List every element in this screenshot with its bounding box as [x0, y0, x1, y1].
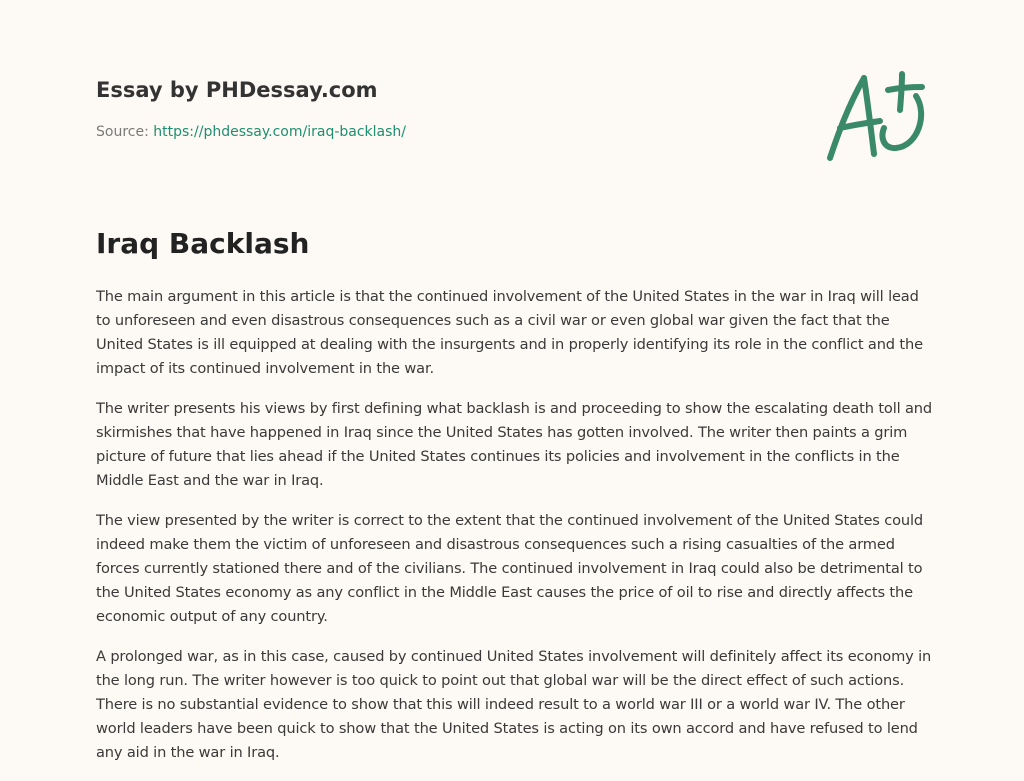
paragraph: The writer presents his views by first defining what backlash is and proceeding to show the escalating death toll and skirmishes that have happened in Iraq since the United States has gotten involved. The writer then paints a grim picture of future that lies ahead if the United States continues its policies and involvement in the conflicts in the Middle East and the war in Iraq. [96, 400, 932, 489]
paragraph: The main argument in this article is that the continued involvement of the United States in the war in Iraq will lead to unforeseen and even disastrous consequences such as a civil war or even global war given the fact that the United States is ill equipped at dealing with the insurgents and in properly identifying its role in the conflict and the impact of its continued involvement in the war. [96, 288, 923, 377]
source-label: Source: [96, 124, 149, 140]
article-body [96, 285, 934, 781]
article-title: Iraq Backlash [96, 227, 310, 260]
paragraph: A prolonged war, as in this case, caused by continued United States involvement will definitely affect its economy in the long run. The writer however is too quick to point out that global war will be the direct effect of such actions. There is no substantial evidence to show that this will indeed result to a world war III or a world war IV. The other world leaders have been quick to show that the United States is acting on its own accord and have refused to lend any aid in the war in Iraq. [96, 648, 932, 761]
source-link[interactable]: https://phdessay.com/iraq-backlash/ [153, 124, 407, 140]
site-title: Essay by PHDessay.com [96, 78, 378, 102]
source-line [96, 123, 716, 141]
paragraph: The view presented by the writer is correct to the extent that the continued involvement of the United States could indeed make them the victim of unforeseen and disastrous consequences such a rising casualties of the armed forces currently stationed there and of the civilians. The continued involvement in Iraq could also be detrimental to the United States economy as any conflict in the Middle East causes the price of oil to rise and directly affects the economic output of any country. [96, 512, 924, 625]
a-plus-logo [822, 68, 928, 164]
page-header [96, 76, 716, 141]
